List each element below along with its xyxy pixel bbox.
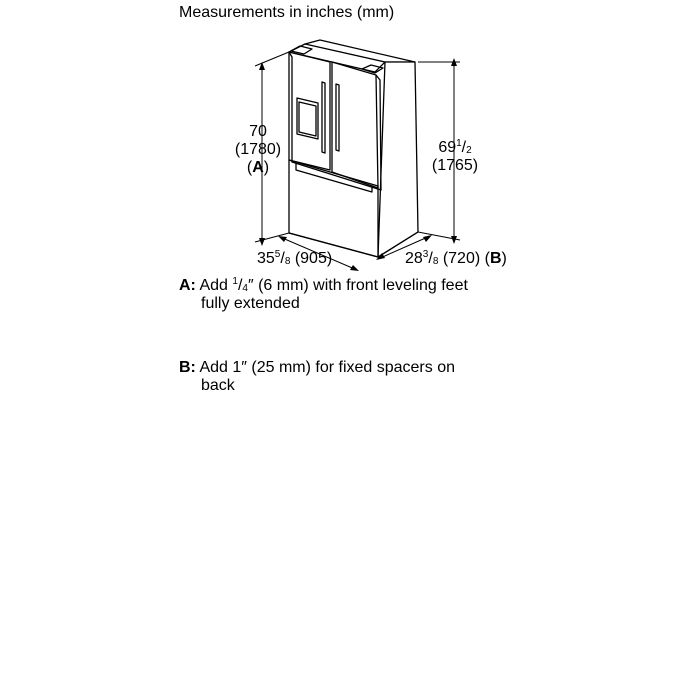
diagram-title: Measurements in inches (mm)	[179, 4, 395, 21]
height-a-label	[228, 123, 288, 177]
height-right-mm: (1765)	[431, 157, 479, 174]
right-door-handle	[336, 84, 339, 151]
fridge-top-face	[289, 44, 385, 72]
width-label: $35^5/_8$ (905)	[257, 249, 333, 267]
note-a-line1: A: Add $^1/_4''$ (6 mm) with front leveling feet	[179, 276, 468, 294]
fridge-side-face	[378, 62, 418, 257]
note-b	[179, 359, 455, 395]
height-right-label	[424, 139, 486, 175]
note-b-line2: back	[201, 377, 235, 394]
drawer-handle	[296, 164, 372, 192]
height-a-letter: (A)	[246, 159, 270, 176]
height-a-value: 70	[249, 123, 267, 140]
depth-label: $28^3/_8$ (720) (B)	[405, 249, 507, 267]
left-door-handle	[322, 82, 325, 153]
note-a	[179, 277, 468, 313]
note-b-line1: B: Add 1″ (25 mm) for fixed spacers on	[179, 359, 455, 376]
height-right-value: $69^1/_2$	[438, 138, 472, 156]
note-a-line2: fully extended	[201, 295, 300, 312]
height-a-mm: (1780)	[234, 141, 282, 158]
